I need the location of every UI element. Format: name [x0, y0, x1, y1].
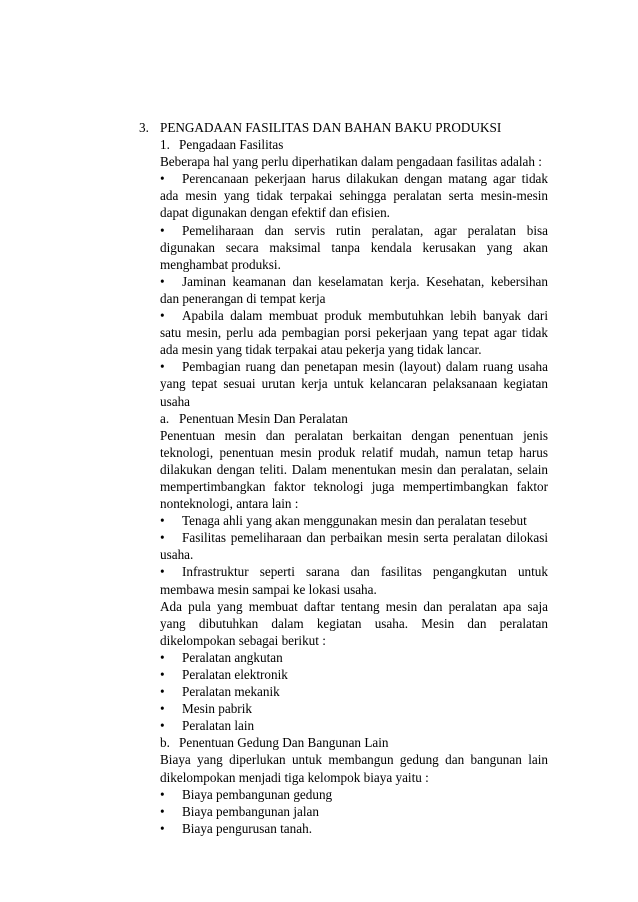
- bullet-list-biaya: [160, 786, 548, 837]
- subheading-title: Penentuan Gedung Dan Bangunan Lain: [179, 735, 389, 751]
- list-item: [160, 666, 548, 683]
- bullet-icon: •: [160, 564, 165, 580]
- bullet-list-peralatan: [160, 649, 548, 734]
- bullet-icon: •: [160, 530, 165, 546]
- paragraph-daftar-mesin: Ada pula yang membuat daftar tentang mesin dan peralatan apa saja yang dibutuhkan dalam kegiatan usaha. Mesin dan peralatan dikelompokan sebagai berikut :: [160, 598, 548, 648]
- subheading-title: Penentuan Mesin Dan Peralatan: [179, 410, 348, 426]
- list-item-text: Apabila dalam membuat produk membutuhkan lebih banyak dari satu mesin, perlu ada pembagian porsi pekerjaan yang tepat agar tidak ada mesin yang tidak terpakai atau pekerja yang tidak lancar.: [160, 308, 548, 358]
- bullet-icon: •: [160, 649, 165, 665]
- subheading-number: b.: [160, 735, 170, 751]
- bullet-icon: •: [160, 308, 165, 324]
- section-number: 3.: [139, 120, 149, 135]
- list-item: [160, 273, 548, 307]
- list-item: [160, 358, 548, 409]
- bullet-icon: •: [160, 273, 165, 289]
- subheading-number: a.: [160, 410, 170, 426]
- list-item: [160, 563, 548, 597]
- bullet-icon: •: [160, 684, 165, 700]
- subheading-number: 1.: [160, 137, 170, 153]
- bullet-icon: •: [160, 701, 165, 717]
- paragraph-mesin: Penentuan mesin dan peralatan berkaitan dengan penentuan jenis teknologi, penentuan mesin produk relatif mudah, namun tetap harus dilakukan dengan teliti. Dalam menentukan mesin dan peralatan, selain mempertimbangkan faktor teknologi juga mempertimbangkan faktor nonteknologi, antara lain :: [160, 427, 548, 512]
- list-item-text: Peralatan lain: [182, 718, 255, 734]
- list-item-text: Peralatan elektronik: [182, 667, 288, 682]
- subheading-pengadaan-fasilitas: [160, 136, 548, 153]
- list-item-text: Peralatan angkutan: [182, 649, 283, 665]
- bullet-icon: •: [160, 222, 165, 238]
- subheading-penentuan-mesin: [160, 410, 548, 427]
- bullet-icon: •: [160, 667, 165, 682]
- bullet-icon: •: [160, 513, 165, 529]
- list-item: [160, 683, 548, 700]
- bullet-icon: •: [160, 171, 165, 187]
- list-item: [160, 717, 548, 734]
- list-item: [160, 529, 548, 563]
- list-item-text: Biaya pengurusan tanah.: [182, 820, 313, 836]
- list-item: [160, 307, 548, 358]
- heading-spacer: [160, 119, 548, 136]
- list-item-text: Mesin pabrik: [182, 701, 252, 717]
- intro-paragraph: Beberapa hal yang perlu diperhatikan dalam pengadaan fasilitas adalah :: [160, 154, 542, 170]
- list-item: [160, 512, 548, 529]
- list-item-text: Tenaga ahli yang akan menggunakan mesin dan peralatan tesebut: [182, 513, 527, 529]
- bullet-icon: •: [160, 359, 165, 375]
- list-item: [160, 170, 548, 221]
- list-item-text: Pemeliharaan dan servis rutin peralatan, agar peralatan bisa digunakan secara maksimal tanpa kendala kerusakan yang akan menghambat produksi.: [160, 222, 548, 272]
- list-item: [160, 222, 548, 273]
- list-item: [160, 820, 548, 837]
- list-item: [160, 649, 548, 666]
- list-item: [160, 803, 548, 820]
- list-item: [160, 786, 548, 803]
- bullet-icon: •: [160, 786, 165, 802]
- paragraph-gedung: Biaya yang diperlukan untuk membangun gedung dan bangunan lain dikelompokan menjadi tiga kelompok biaya yaitu :: [160, 752, 548, 785]
- bullet-icon: •: [160, 803, 165, 819]
- list-item: [160, 700, 548, 717]
- list-item-text: Fasilitas pemeliharaan dan perbaikan mesin serta peralatan dilokasi usaha.: [160, 530, 548, 563]
- list-item-text: Biaya pembangunan jalan: [182, 803, 319, 819]
- list-item-text: Infrastruktur seperti sarana dan fasilitas pengangkutan untuk membawa mesin sampai ke lokasi usaha.: [160, 564, 548, 597]
- list-item-text: Pembagian ruang dan penetapan mesin (layout) dalam ruang usaha yang tepat sesuai urutan kerja untuk kelancaran pelaksanaan kegiatan usaha: [160, 359, 548, 409]
- bullet-icon: •: [160, 820, 165, 836]
- list-item-text: Biaya pembangunan gedung: [182, 786, 333, 802]
- subheading-title: Pengadaan Fasilitas: [179, 137, 284, 153]
- list-item-text: Peralatan mekanik: [182, 684, 280, 700]
- list-item-text: Perencanaan pekerjaan harus dilakukan dengan matang agar tidak ada mesin yang tidak terpakai sehingga peralatan serta mesin-mesin dapat digunakan dengan efektif dan efisien.: [160, 171, 548, 221]
- document-body: [160, 119, 548, 837]
- list-item-text: Jaminan keamanan dan keselamatan kerja. Kesehatan, kebersihan dan penerangan di tempat kerja: [160, 273, 548, 306]
- bullet-list-nonteknologi: [160, 512, 548, 597]
- subheading-penentuan-gedung: [160, 734, 548, 751]
- bullet-icon: •: [160, 718, 165, 734]
- bullet-list-facilities: [160, 170, 548, 409]
- section-title: PENGADAAN FASILITAS DAN BAHAN BAKU PRODUKSI: [160, 120, 502, 135]
